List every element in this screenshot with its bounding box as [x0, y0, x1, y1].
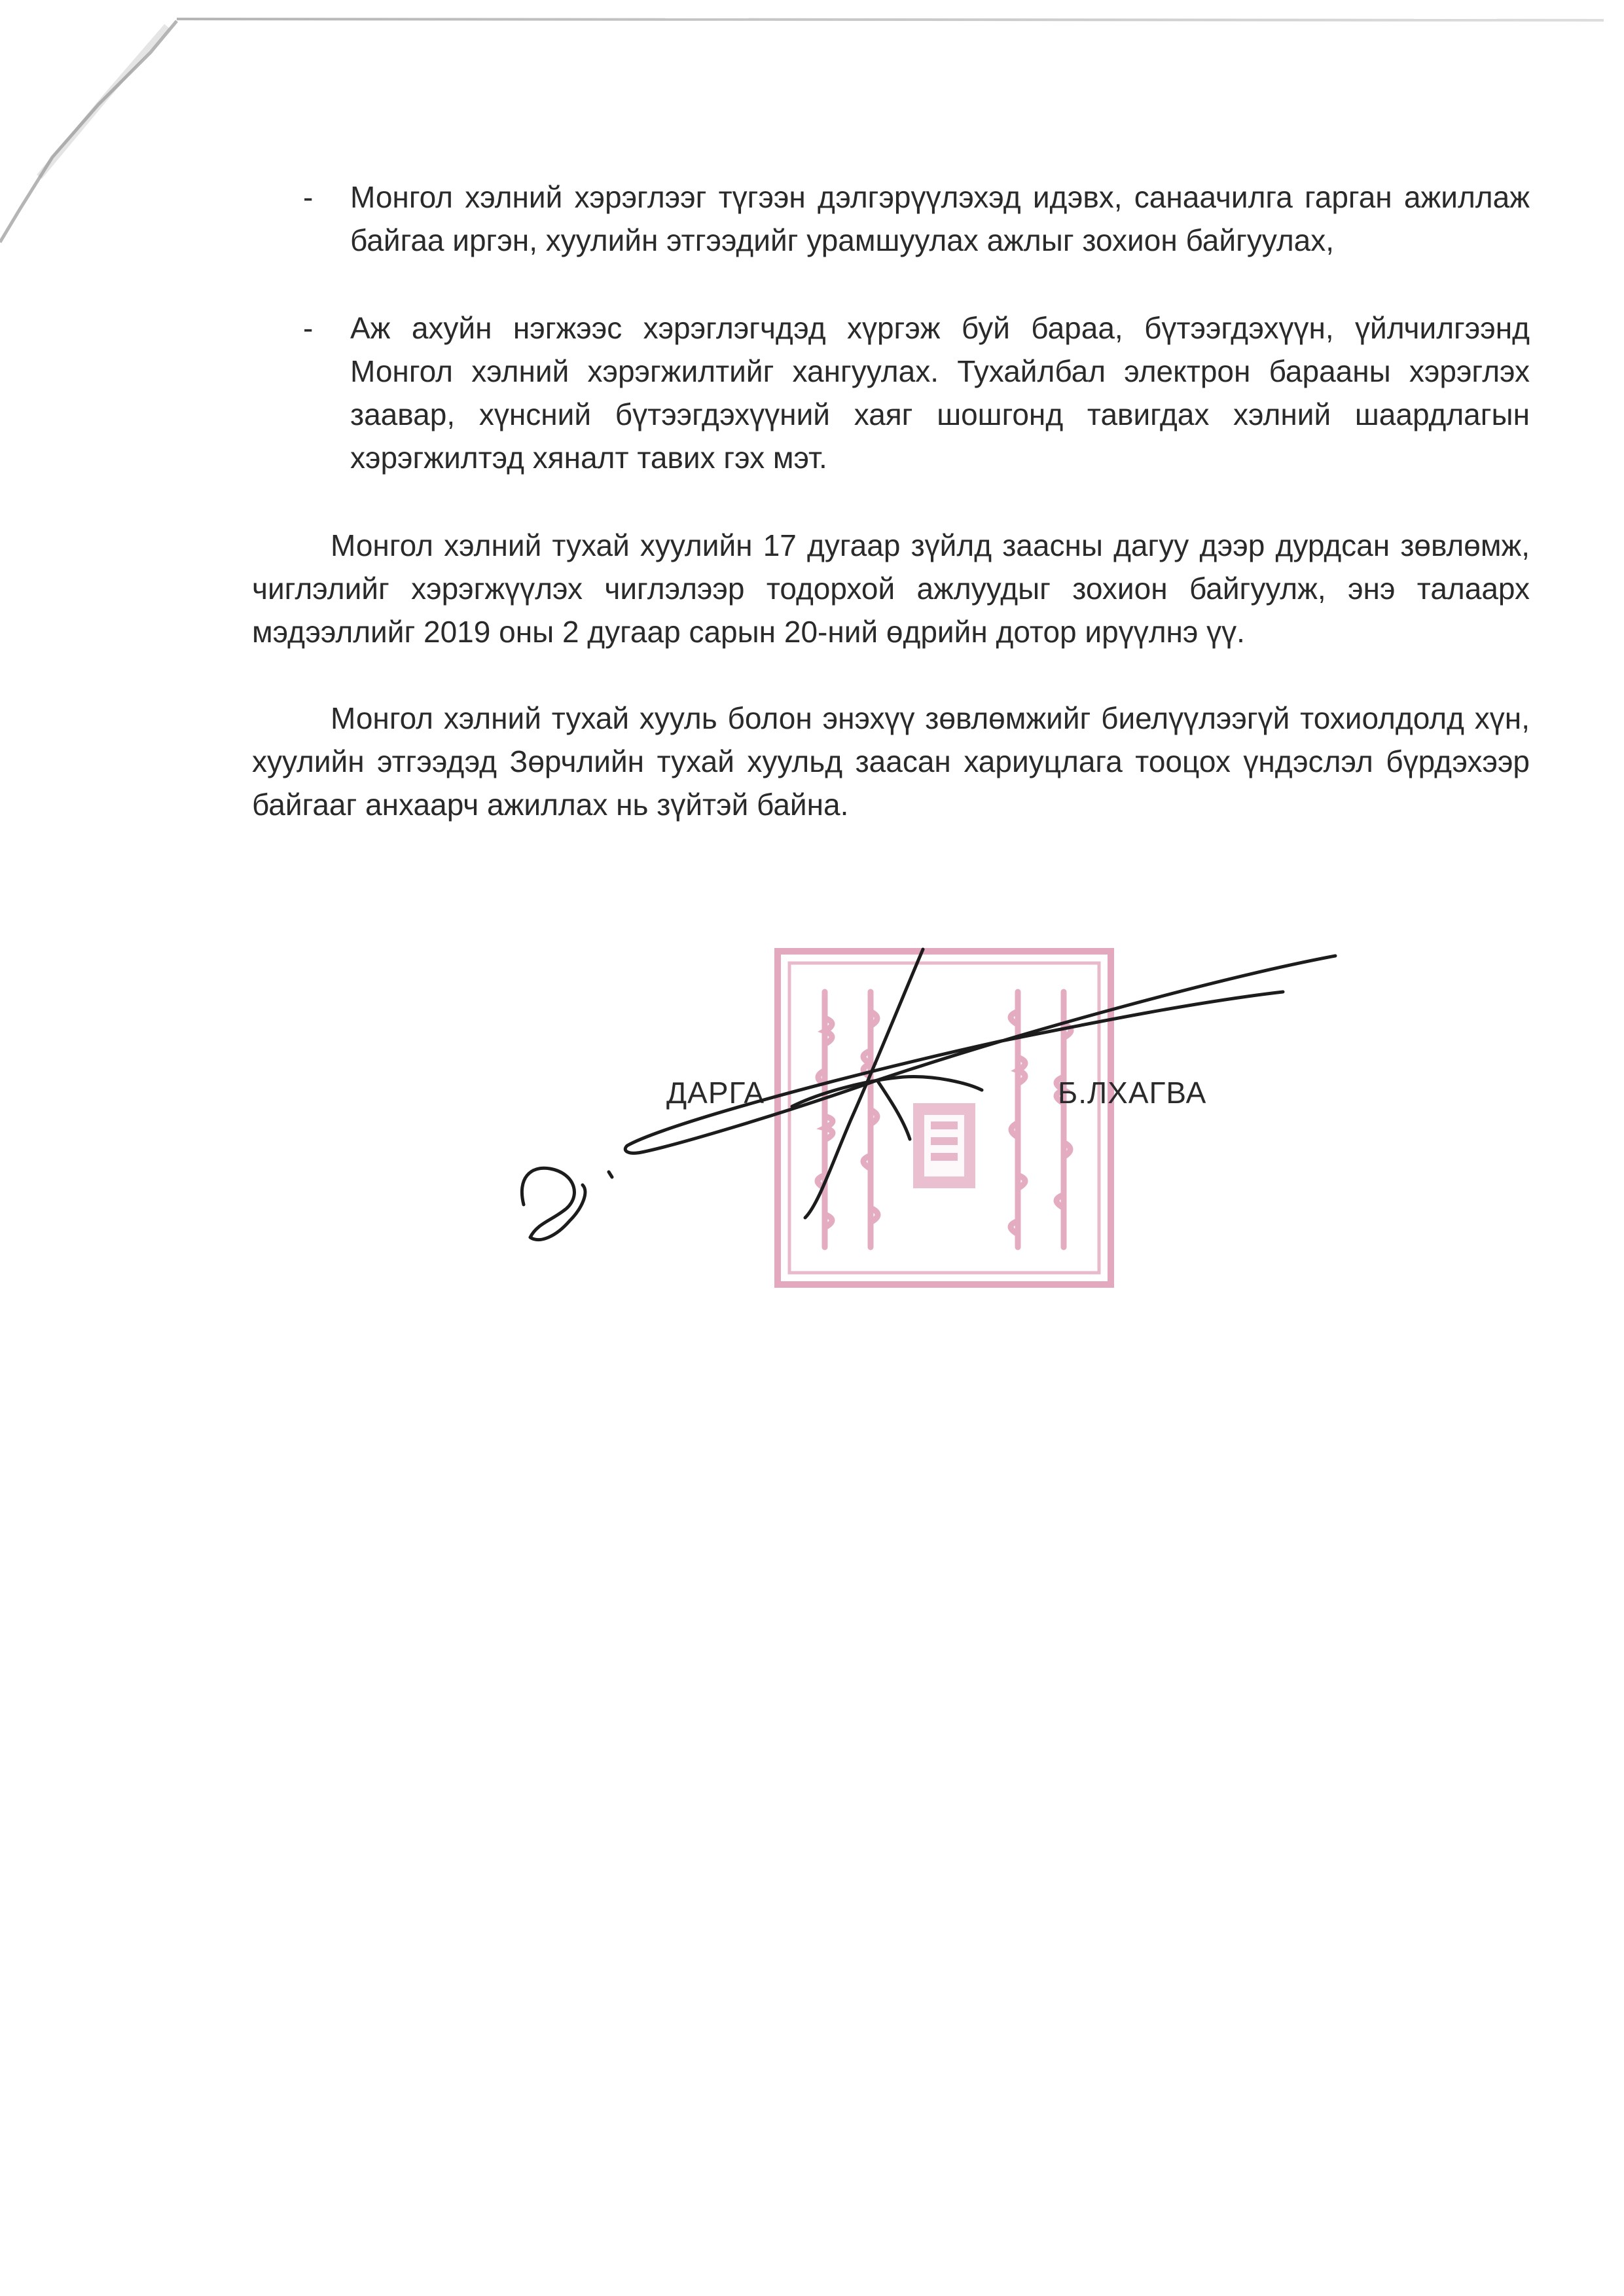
scan-corner-shadow — [0, 0, 209, 249]
scan-top-edge — [177, 18, 1604, 22]
bullet-dash: - — [303, 180, 314, 214]
bullet-text: Монгол хэлний хэрэглээг түгээн дэлгэрүүлэхэд идэвх, санаачилга гарган ажиллаж байгаа иргэн, хуулийн этгээдийг урамшуулах ажлыг зохион байгуулах, — [350, 180, 1530, 257]
body-paragraph: Монгол хэлний тухай хуулийн 17 дугаар зүйлд заасны дагуу дээр дурдсан зөвлөмж, чиглэлийг хэрэгжүүлэх чиглэлээр тодорхой ажлуудыг зохион байгуулж, энэ талаарх мэдээллийг 2019 оны 2 дугаар сарын 20-ний өдрийн дотор ирүүлнэ үү. — [252, 528, 1530, 649]
letter-body — [252, 175, 1530, 869]
bullet-item — [252, 306, 1530, 479]
handwritten-signature — [511, 930, 1348, 1296]
signatory-name: Б.ЛХАГВА — [1058, 1076, 1207, 1110]
official-seal-stamp — [772, 946, 1116, 1290]
bullet-text: Аж ахуйн нэгжээс хэрэглэгчдэд хүргэж буй бараа, бүтээгдэхүүн, үйлчилгээнд Монгол хэлний хэрэгжилтийг хангуулах. Тухайлбал электрон барааны хэрэглэх заавар, хүнсний бүтээгдэхүүний хаяг шошгонд тавигдах хэлний шаардлагын хэрэгжилтэд хяналт тавих гэх мэт. — [350, 311, 1530, 475]
signatory-title: ДАРГА — [666, 1076, 765, 1110]
body-paragraph: Монгол хэлний тухай хууль болон энэхүү зөвлөмжийг биелүүлээгүй тохиолдолд хүн, хуулийн этгээдэд Зөрчлийн тухай хуульд заасан хариуцлага тооцох үндэслэл бүрдэхээр байгааг анхаарч ажиллах нь зүйтэй байна. — [252, 701, 1530, 822]
bullet-item — [252, 175, 1530, 262]
bullet-dash: - — [303, 311, 314, 345]
